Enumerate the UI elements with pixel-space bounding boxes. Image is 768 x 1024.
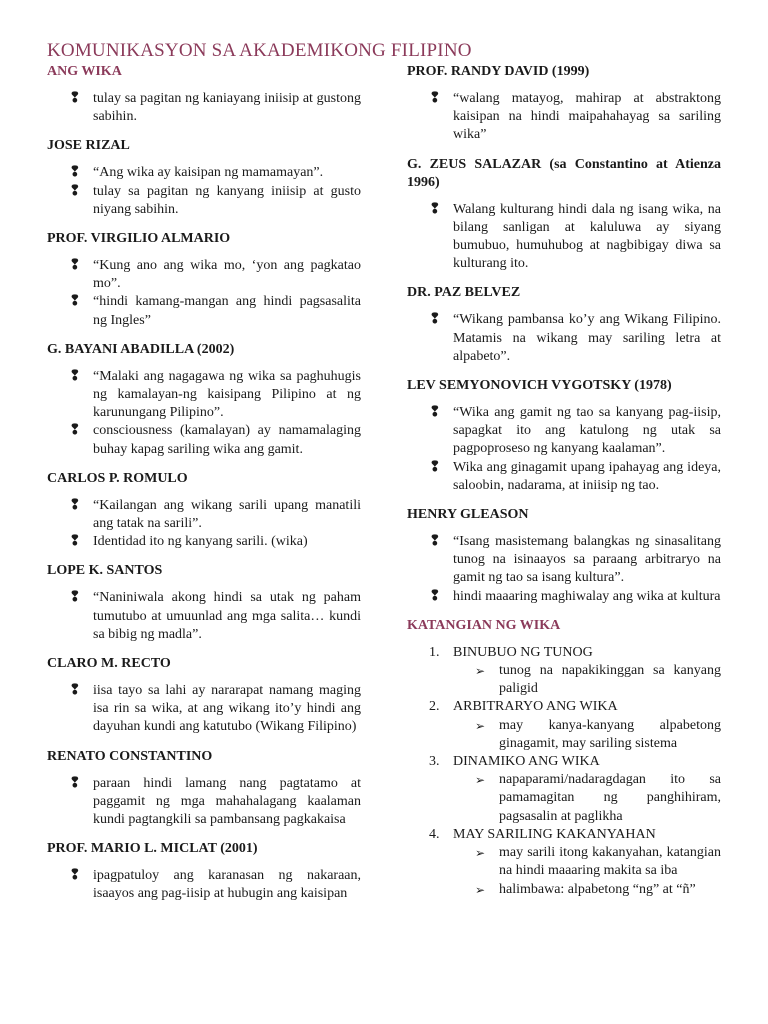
list-item bbox=[47, 775, 361, 830]
section-ang-wika bbox=[47, 63, 361, 126]
item-number: 3. bbox=[429, 754, 440, 770]
bullet-list bbox=[47, 589, 361, 644]
list-item bbox=[407, 311, 721, 366]
list-item-text: ipagpatuloy ang karanasan ng nakaraan, isaayos ang pag-iisip at hubugin ang kaisipan bbox=[93, 868, 361, 902]
list-item-text: “walang matayog, mahirap at abstraktong kaisipan na hindi maipahahayag sa sariling wika” bbox=[453, 91, 721, 143]
section-heading: JOSE RIZAL bbox=[47, 138, 130, 154]
section-lev-semyonovich-vygotsky-1978 bbox=[407, 377, 721, 495]
item-number: 1. bbox=[429, 644, 440, 660]
list-item-text: “hindi kamang-mangan ang hindi pagsasalita ng Ingles” bbox=[93, 294, 361, 328]
list-item bbox=[47, 90, 361, 126]
list-item bbox=[47, 533, 361, 551]
bullet-icon: ❢ bbox=[69, 258, 81, 274]
bullet-icon: ❢ bbox=[429, 312, 441, 328]
bullet-icon: ❢ bbox=[429, 588, 441, 604]
item-number: 4. bbox=[429, 826, 440, 842]
section-dr-paz-belvez bbox=[407, 284, 721, 366]
section-heading: PROF. RANDY DAVID (1999) bbox=[407, 64, 590, 79]
list-item bbox=[47, 497, 361, 533]
section-heading: CARLOS P. ROMULO bbox=[47, 470, 188, 486]
bullet-list bbox=[47, 257, 361, 330]
list-item-text: Wika ang ginagamit upang ipahayag ang ideya, saloobin, nadarama, at iniisip ng tao. bbox=[453, 459, 721, 493]
list-item-text: hindi maaaring maghiwalay ang wika at kultura bbox=[453, 588, 721, 604]
item-number: 2. bbox=[429, 699, 440, 715]
sub-list bbox=[453, 662, 721, 698]
bullet-list bbox=[407, 201, 721, 274]
item-label: ARBITRARYO ANG WIKA bbox=[453, 699, 618, 715]
list-item-text: Walang kulturang hindi dala ng isang wika, na bilang sanligan at kaluluwa ay siyang bumubuo, humuhubog at nagbibigay diwa sa kulturang ito. bbox=[453, 201, 721, 272]
section-heading: G. BAYANI ABADILLA (2002) bbox=[47, 341, 235, 357]
section-prof-virgilio-almario bbox=[47, 230, 361, 330]
list-item bbox=[47, 589, 361, 644]
list-item-text: tulay sa pagitan ng kanyang iniisip at gusto niyang sabihin. bbox=[93, 183, 361, 217]
list-item-text: tulay sa pagitan ng kaniayang iniisip at gustong sabihin. bbox=[93, 91, 361, 125]
numbered-item bbox=[407, 644, 721, 699]
section-heading: DR. PAZ BELVEZ bbox=[407, 285, 521, 301]
list-item-text: consciousness (kamalayan) ay namamalaging buhay kapag sariling wika ang gamit. bbox=[93, 423, 361, 457]
section-heading: CLARO M. RECTO bbox=[47, 656, 171, 672]
numbered-list bbox=[407, 644, 721, 899]
sub-list-item bbox=[453, 844, 721, 880]
bullet-icon: ❢ bbox=[69, 683, 81, 699]
list-item bbox=[407, 90, 721, 145]
bullet-icon: ❢ bbox=[69, 534, 81, 550]
list-item bbox=[47, 368, 361, 423]
sub-list bbox=[453, 771, 721, 826]
bullet-icon: ❢ bbox=[69, 368, 81, 384]
bullet-list bbox=[47, 368, 361, 459]
bullet-icon: ❢ bbox=[69, 165, 81, 181]
section-prof-randy-david-1999 bbox=[407, 63, 721, 145]
list-item bbox=[47, 257, 361, 293]
bullet-list bbox=[47, 497, 361, 552]
left-column bbox=[47, 63, 361, 915]
bullet-icon: ❢ bbox=[429, 91, 441, 106]
item-label: BINUBUO NG TUNOG bbox=[453, 644, 593, 660]
bullet-list bbox=[47, 775, 361, 830]
bullet-icon: ❢ bbox=[429, 459, 441, 475]
sub-list-item-text: may sarili itong kakanyahan, katangian na hindi maaaring makita sa iba bbox=[499, 845, 721, 879]
sub-list-item bbox=[453, 662, 721, 698]
sub-list bbox=[453, 844, 721, 899]
sub-list-item-text: may kanya-kanyang alpabetong ginagamit, may sariling sistema bbox=[499, 717, 721, 751]
right-column bbox=[407, 63, 721, 910]
section-henry-gleason bbox=[407, 506, 721, 606]
section-prof-mario-l-miclat-2001 bbox=[47, 840, 361, 903]
sub-list-item bbox=[453, 881, 721, 899]
bullet-icon: ❢ bbox=[69, 775, 81, 791]
arrow-bullet-icon: ➢ bbox=[475, 664, 486, 679]
bullet-icon: ❢ bbox=[69, 183, 81, 199]
bullet-list bbox=[47, 682, 361, 737]
list-item bbox=[47, 183, 361, 219]
numbered-item bbox=[407, 826, 721, 899]
section-heading: ANG WIKA bbox=[47, 64, 122, 79]
list-item-text: “Ang wika ay kaisipan ng mamamayan”. bbox=[93, 165, 324, 181]
bullet-icon: ❢ bbox=[69, 423, 81, 439]
arrow-bullet-icon: ➢ bbox=[475, 846, 486, 861]
list-item bbox=[47, 867, 361, 903]
list-item bbox=[407, 201, 721, 274]
list-item bbox=[407, 404, 721, 459]
list-item bbox=[407, 533, 721, 588]
list-item-text: “Kung ano ang wika mo, ‘yon ang pagkatao mo”. bbox=[93, 258, 361, 292]
sub-list-item-text: halimbawa: alpabetong “ng” at “ñ” bbox=[499, 881, 696, 897]
sub-list bbox=[453, 717, 721, 753]
bullet-list bbox=[407, 90, 721, 145]
section-heading: LOPE K. SANTOS bbox=[47, 563, 163, 579]
list-item-text: “Wika ang gamit ng tao sa kanyang pag-iisip, sapagkat ito ang katulong ng utak sa pagpoproseso ng kanyang kaalaman”. bbox=[453, 405, 721, 457]
bullet-list bbox=[407, 404, 721, 495]
sub-list-item bbox=[453, 771, 721, 826]
bullet-list bbox=[407, 533, 721, 606]
bullet-list bbox=[47, 164, 361, 219]
bullet-icon: ❢ bbox=[69, 590, 81, 606]
section-lope-k-santos bbox=[47, 562, 361, 644]
section-renato-constantino bbox=[47, 748, 361, 830]
section-g-zeus-salazar-sa-constantino-at-atienza-1996 bbox=[407, 156, 721, 274]
list-item bbox=[47, 293, 361, 329]
bullet-icon: ❢ bbox=[429, 534, 441, 550]
list-item bbox=[47, 164, 361, 182]
list-item-text: iisa tayo sa lahi ay nararapat namang maging isa rin sa wika, at ang wikang ito’y hindi ang dayuhan kundi ang katutubo (Wikang Filipino) bbox=[93, 683, 361, 735]
item-label: MAY SARILING KAKANYAHAN bbox=[453, 826, 656, 842]
numbered-item bbox=[407, 753, 721, 826]
bullet-icon: ❢ bbox=[69, 868, 81, 884]
item-label: DINAMIKO ANG WIKA bbox=[453, 754, 600, 770]
bullet-icon: ❢ bbox=[69, 497, 81, 513]
section-heading: HENRY GLEASON bbox=[407, 507, 529, 523]
list-item-text: “Malaki ang nagagawa ng wika sa paghuhugis ng kamalayan-ng kaisipang Pilipino at ng karunungang Pilipino”. bbox=[93, 368, 361, 421]
list-item-text: “Kailangan ang wikang sarili upang manatili ang tatak na sarili”. bbox=[93, 497, 361, 532]
list-item-text: “Wikang pambansa ko’y ang Wikang Filipino. Matamis na wikang may sariling letra at alpabeto”. bbox=[453, 312, 721, 364]
bullet-icon: ❢ bbox=[69, 294, 81, 310]
sub-list-item-text: napaparami/nadaragdagan ito sa pamamagitan ng panghihiram, pagsasalin at paglikha bbox=[499, 772, 721, 824]
list-item bbox=[47, 422, 361, 458]
section-heading: RENATO CONSTANTINO bbox=[47, 748, 213, 764]
sub-list-item-text: tunog na napakikinggan sa kanyang paligid bbox=[499, 663, 721, 697]
section-carlos-p-romulo bbox=[47, 470, 361, 552]
bullet-list bbox=[47, 867, 361, 903]
bullet-icon: ❢ bbox=[429, 405, 441, 421]
list-item bbox=[407, 459, 721, 495]
list-item bbox=[407, 588, 721, 606]
section-g-bayani-abadilla-2002 bbox=[47, 341, 361, 459]
list-item bbox=[47, 682, 361, 737]
bullet-list bbox=[47, 90, 361, 126]
list-item-text: paraan hindi lamang nang pagtatamo at paggamit ng mga mahahalagang kaalaman kundi pagtangkili sa pambansang pagkakaisa bbox=[93, 775, 361, 828]
arrow-bullet-icon: ➢ bbox=[475, 773, 486, 788]
section-heading: KATANGIAN NG WIKA bbox=[407, 617, 561, 633]
list-item-text: “Isang masistemang balangkas ng sinasalitang tunog na isinaayos sa paraang arbitraryo na gamit ng tao sa isang kultura”. bbox=[453, 534, 721, 586]
numbered-item bbox=[407, 698, 721, 753]
section-heading: G. ZEUS SALAZAR (sa Constantino at Atienza 1996) bbox=[407, 156, 721, 190]
section-heading: PROF. VIRGILIO ALMARIO bbox=[47, 231, 231, 247]
list-item-text: “Naniniwala akong hindi sa utak ng paham tumutubo at umuunlad ang mga salita… kundi sa bibig ng madla”. bbox=[93, 590, 361, 642]
page-title: KOMUNIKASYON SA AKADEMIKONG FILIPINO bbox=[47, 40, 472, 61]
section-katangian-ng-wika bbox=[407, 617, 721, 899]
sub-list-item bbox=[453, 717, 721, 753]
arrow-bullet-icon: ➢ bbox=[475, 718, 486, 733]
arrow-bullet-icon: ➢ bbox=[475, 882, 486, 897]
bullet-list bbox=[407, 311, 721, 366]
section-jose-rizal bbox=[47, 137, 361, 219]
section-heading: PROF. MARIO L. MICLAT (2001) bbox=[47, 841, 258, 857]
bullet-icon: ❢ bbox=[429, 201, 441, 217]
bullet-icon: ❢ bbox=[69, 91, 81, 106]
section-heading: LEV SEMYONOVICH VYGOTSKY (1978) bbox=[407, 378, 672, 394]
list-item-text: Identidad ito ng kanyang sarili. (wika) bbox=[93, 534, 308, 550]
section-claro-m-recto bbox=[47, 655, 361, 737]
